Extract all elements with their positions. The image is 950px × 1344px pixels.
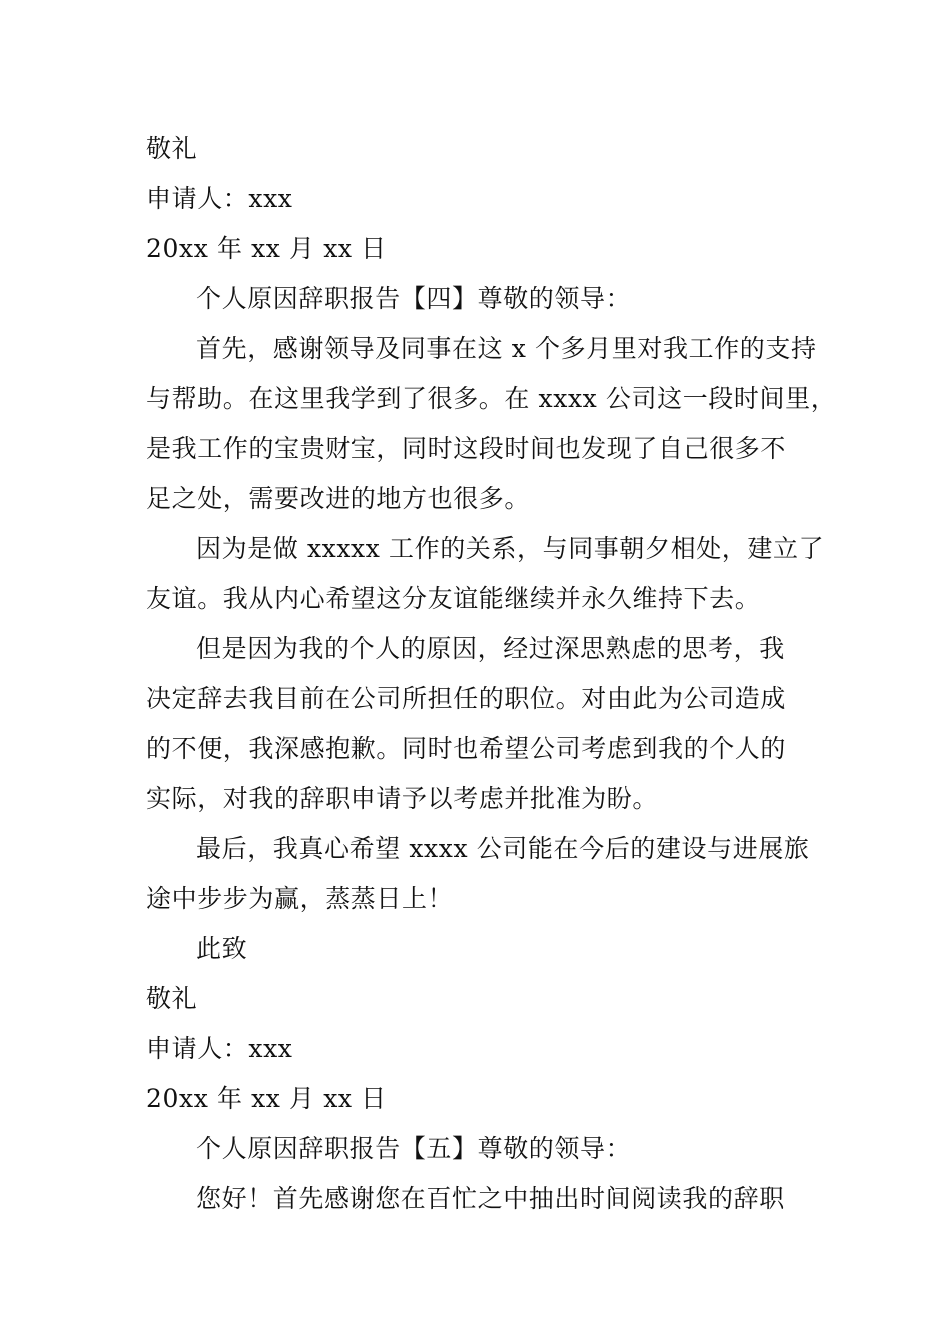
paragraph-line: 足之处，需要改进的地方也很多。 [146,484,531,513]
paragraph-line: 友谊。我从内心希望这分友谊能继续并永久维持下去。 [146,584,761,613]
paragraph-line: 途中步步为赢，蒸蒸日上！ [146,884,454,913]
paragraph-line: 首先，感谢领导及同事在这 x 个多月里对我工作的支持 [196,334,817,363]
section-heading-5: 个人原因辞职报告【五】尊敬的领导： [196,1134,632,1163]
paragraph-line: 的不便，我深感抱歉。同时也希望公司考虑到我的个人的 [146,734,787,763]
date-line: 20xx 年 xx 月 xx 日 [146,234,387,263]
applicant-line: 申请人：xxx [146,1034,293,1063]
paragraph-line: 因为是做 xxxxx 工作的关系，与同事朝夕相处，建立了 [196,534,825,563]
closing-salutation: 敬礼 [146,134,198,163]
applicant-line: 申请人：xxx [146,184,293,213]
date-line: 20xx 年 xx 月 xx 日 [146,1084,387,1113]
paragraph-line: 与帮助。在这里我学到了很多。在 xxxx 公司这一段时间里， [146,384,837,413]
paragraph-line: 最后，我真心希望 xxxx 公司能在今后的建设与进展旅 [196,834,810,863]
closing-salutation: 敬礼 [146,984,198,1013]
closing-line: 此致 [196,934,248,963]
paragraph-line: 您好！首先感谢您在百忙之中抽出时间阅读我的辞职 [196,1184,785,1213]
section-heading-4: 个人原因辞职报告【四】尊敬的领导： [196,284,632,313]
paragraph-line: 实际，对我的辞职申请予以考虑并批准为盼。 [146,784,659,813]
paragraph-line: 是我工作的宝贵财宝，同时这段时间也发现了自己很多不 [146,434,787,463]
paragraph-line: 决定辞去我目前在公司所担任的职位。对由此为公司造成 [146,684,787,713]
paragraph-line: 但是因为我的个人的原因，经过深思熟虑的思考，我 [196,634,785,663]
